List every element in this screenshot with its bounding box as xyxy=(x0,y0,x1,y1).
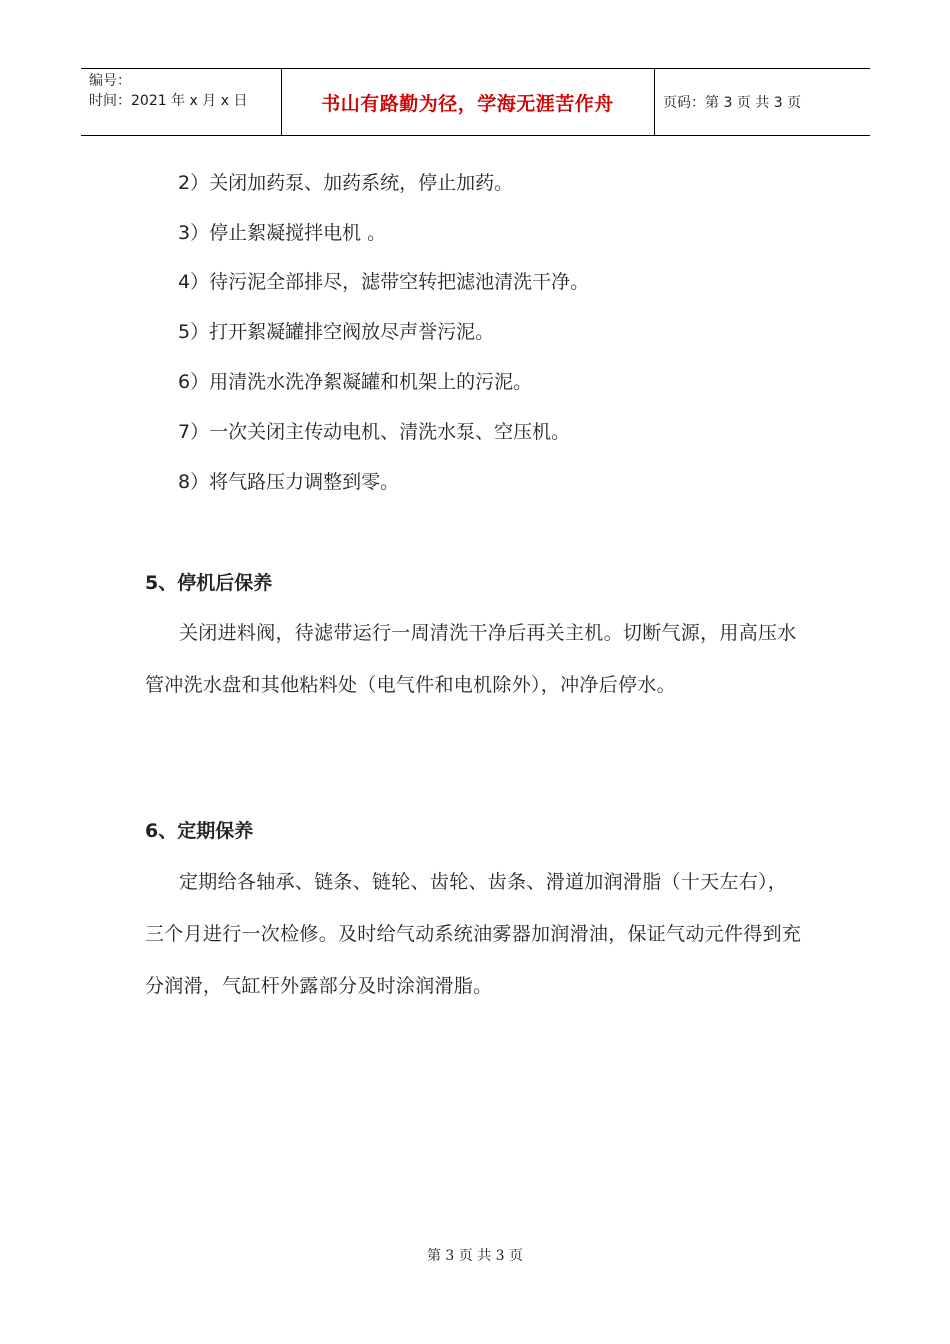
step-item: 5）打开絮凝罐排空阀放尽声誉污泥。 xyxy=(178,321,495,343)
step-item: 4）待污泥全部排尽，滤带空转把滤池清洗干净。 xyxy=(178,271,590,293)
section-paragraph: 定期给各轴承、链条、链轮、齿轮、齿条、滑道加润滑脂（十天左右），三个月进行一次检修。及时给气动系统油雾器加润滑油，保证气动元件得到充分润滑，气缸杆外露部分及时涂润滑脂。 xyxy=(145,871,802,997)
step-item: 3）停止絮凝搅拌电机 。 xyxy=(178,222,387,244)
header-divider xyxy=(654,69,655,135)
page-header xyxy=(81,68,870,136)
document-date: 时间：2021 年 x 月 x 日 xyxy=(89,93,248,109)
step-item: 6）用清洗水洗净絮凝罐和机架上的污泥。 xyxy=(178,371,533,393)
page-footer: 第 3 页 共 3 页 xyxy=(426,1248,524,1264)
header-page-number: 页码：第 3 页 共 3 页 xyxy=(663,95,802,111)
header-motto: 书山有路勤为径，学海无涯苦作舟 xyxy=(321,92,614,115)
step-item: 2）关闭加药泵、加药系统，停止加药。 xyxy=(178,172,514,194)
document-number-label: 编号： xyxy=(89,73,131,89)
header-meta xyxy=(89,71,247,111)
step-item: 8）将气路压力调整到零。 xyxy=(178,471,400,493)
section-paragraph: 关闭进料阀，待滤带运行一周清洗干净后再关主机。切断气源，用高压水管冲洗水盘和其他粘料处（电气件和电机除外），冲净后停水。 xyxy=(145,622,797,696)
section-heading: 6、定期保养 xyxy=(145,820,254,842)
section-heading: 5、停机后保养 xyxy=(145,572,273,594)
step-item: 7）一次关闭主传动电机、清洗水泵、空压机。 xyxy=(178,421,571,443)
